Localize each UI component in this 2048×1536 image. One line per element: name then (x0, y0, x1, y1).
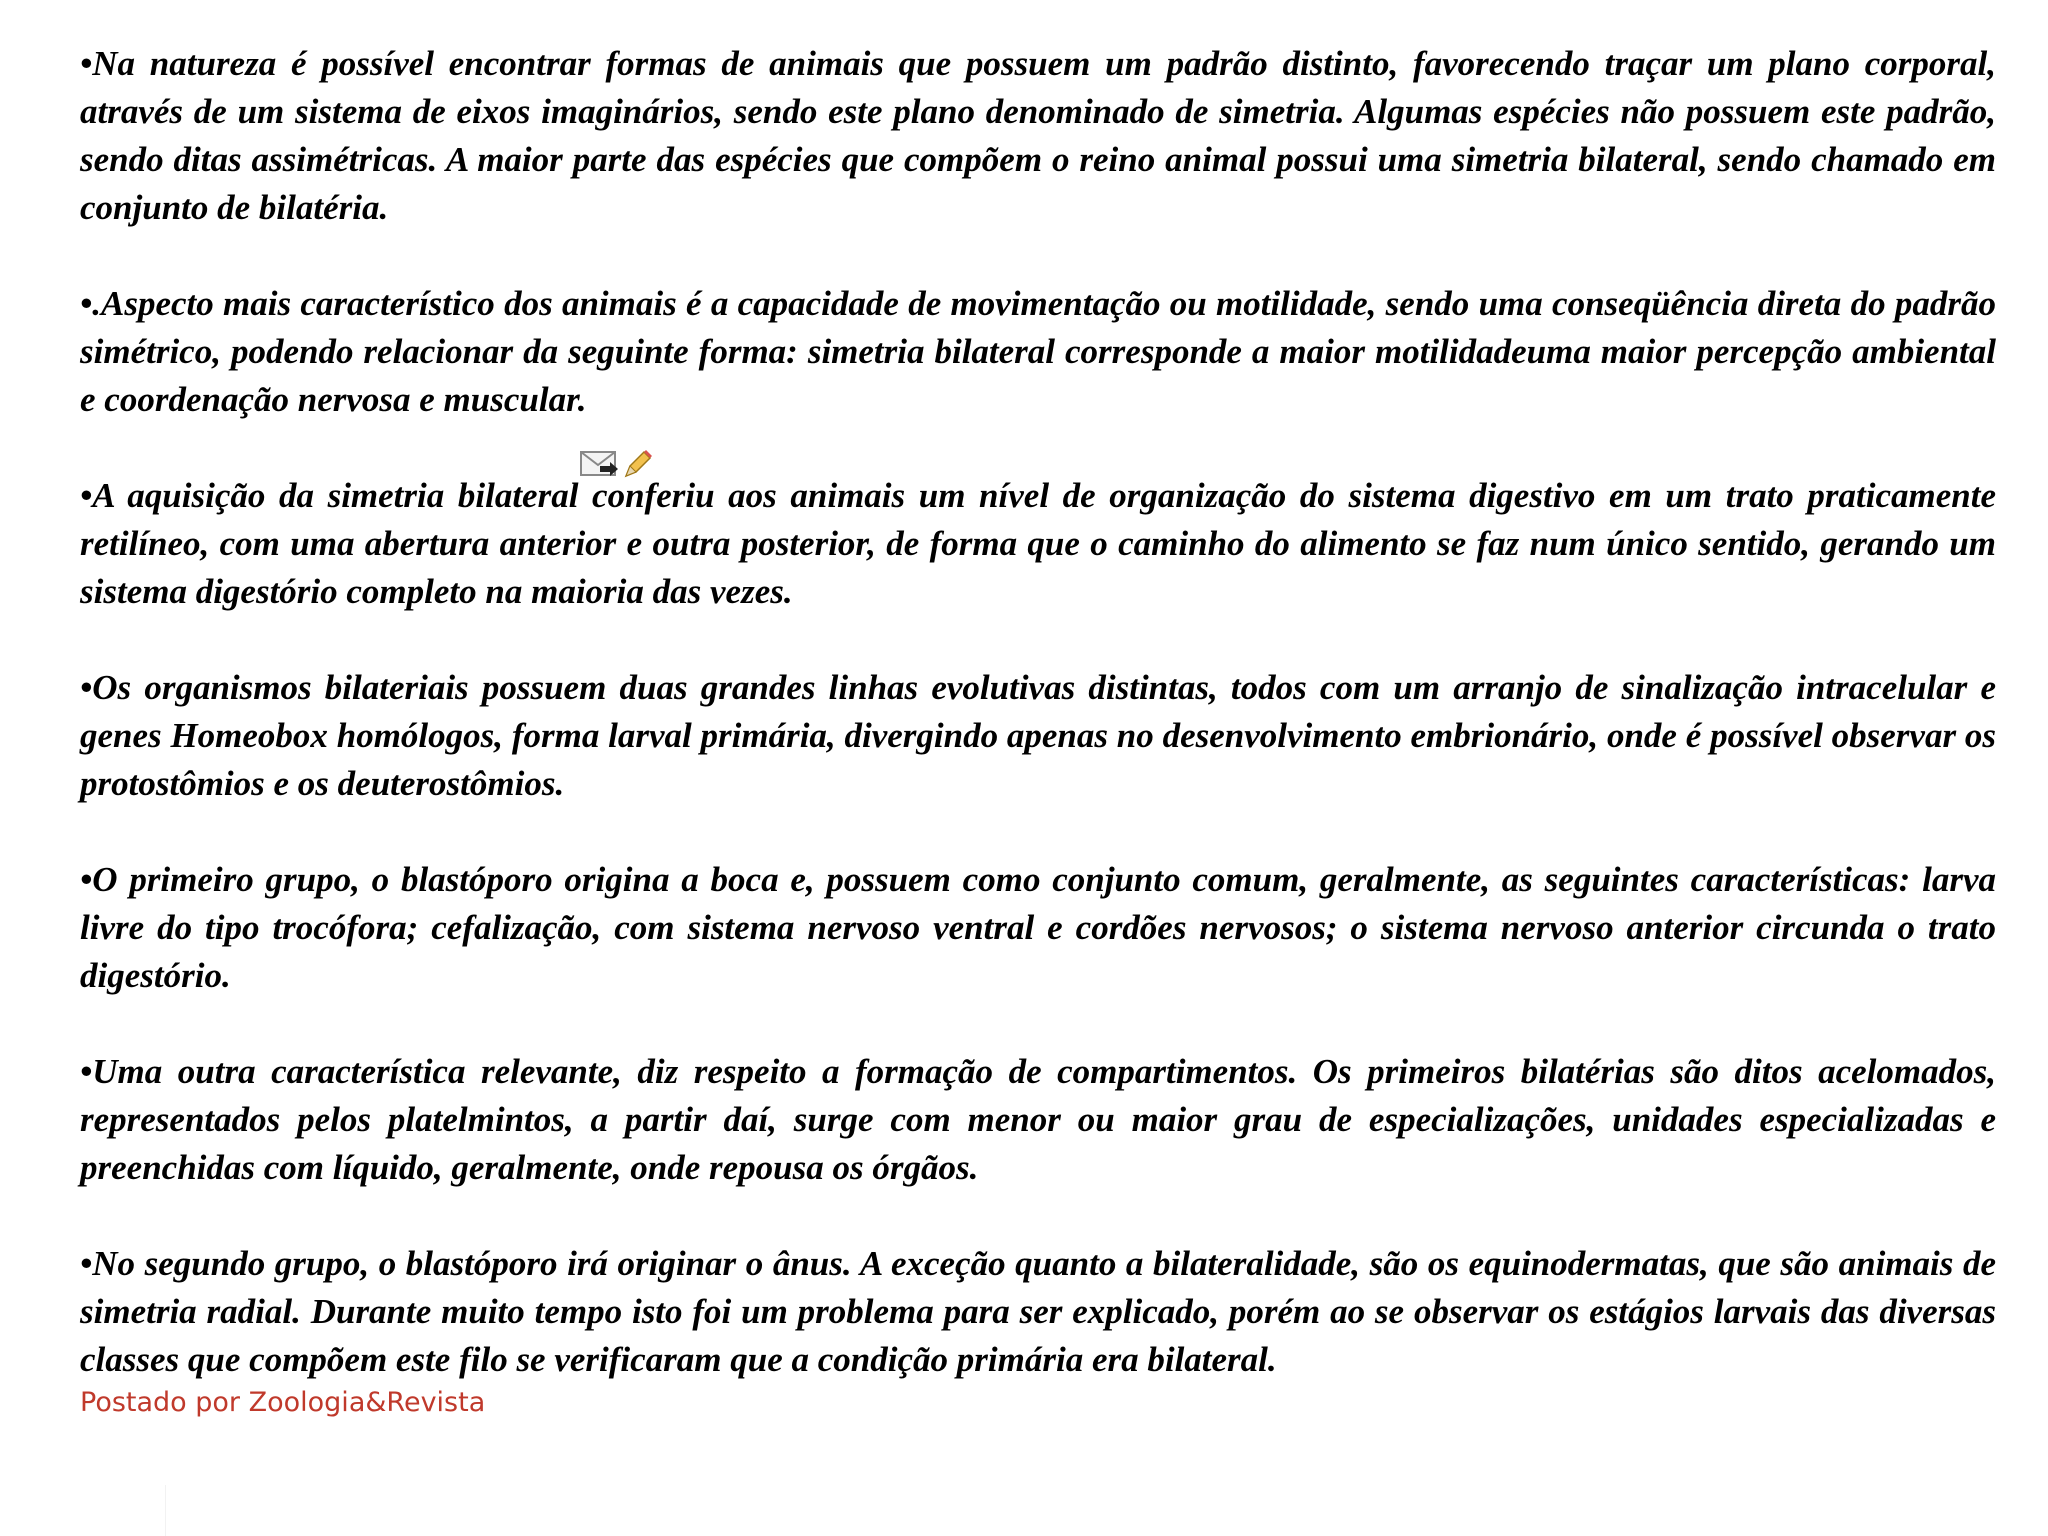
divider (165, 1485, 166, 1536)
post-paragraph-2: •.Aspecto mais característico dos animais é a capacidade de movimentação ou motilidade, sendo uma conseqüência direta do padrão simétrico, podendo relacionar da seguinte forma: simetria bilateral corresponde a maior motilidadeuma maior percepção ambiental e coordenação nervosa e muscular. (80, 284, 1996, 419)
posted-by-link[interactable]: Postado por Zoologia&Revista (80, 1387, 486, 1418)
post-paragraph-7: •No segundo grupo, o blastóporo irá originar o ânus. A exceção quanto a bilateralidade, são os equinodermatas, que são animais de simetria radial. Durante muito tempo isto foi um problema para ser explicado, porém ao se observar os estágios larvais das diversas classes que compõem este filo se verificaram que a condição primária era bilateral. (80, 1244, 1996, 1379)
post-paragraph-3-wrapper (80, 472, 1996, 616)
post-paragraph-6: •Uma outra característica relevante, diz respeito a formação de compartimentos. Os primeiros bilatérias são ditos acelomados, representados pelos platelmintos, a partir daí, surge com menor ou maior grau de especializações, unidades especializadas e preenchidas com líquido, geralmente, onde repousa os órgãos. (80, 1052, 1996, 1187)
post-paragraph-3: •A aquisição da simetria bilateral conferiu aos animais um nível de organização do sistema digestivo em um trato praticamente retilíneo, com uma abertura anterior e outra posterior, de forma que o caminho do alimento se faz num único sentido, gerando um sistema digestório completo na maioria das vezes. (80, 476, 1996, 611)
post-paragraph-1: •Na natureza é possível encontrar formas de animais que possuem um padrão distinto, favorecendo traçar um plano corporal, através de um sistema de eixos imaginários, sendo este plano denominado de simetria. Algumas espécies não possuem este padrão, sendo ditas assimétricas. A maior parte das espécies que compõem o reino animal possui uma simetria bilateral, sendo chamado em conjunto de bilatéria. (80, 44, 1996, 227)
post-paragraph-4: •Os organismos bilateriais possuem duas grandes linhas evolutivas distintas, todos com um arranjo de sinalização intracelular e genes Homeobox homólogos, forma larval primária, divergindo apenas no desenvolvimento embrionário, onde é possível observar os protostômios e os deuterostômios. (80, 668, 1996, 803)
post-paragraph-5: •O primeiro grupo, o blastóporo origina a boca e, possuem como conjunto comum, geralmente, as seguintes características: larva livre do tipo trocófora; cefalização, com sistema nervoso ventral e cordões nervosos; o sistema nervoso anterior circunda o trato digestório. (80, 860, 1996, 995)
blog-post (80, 40, 1996, 1420)
